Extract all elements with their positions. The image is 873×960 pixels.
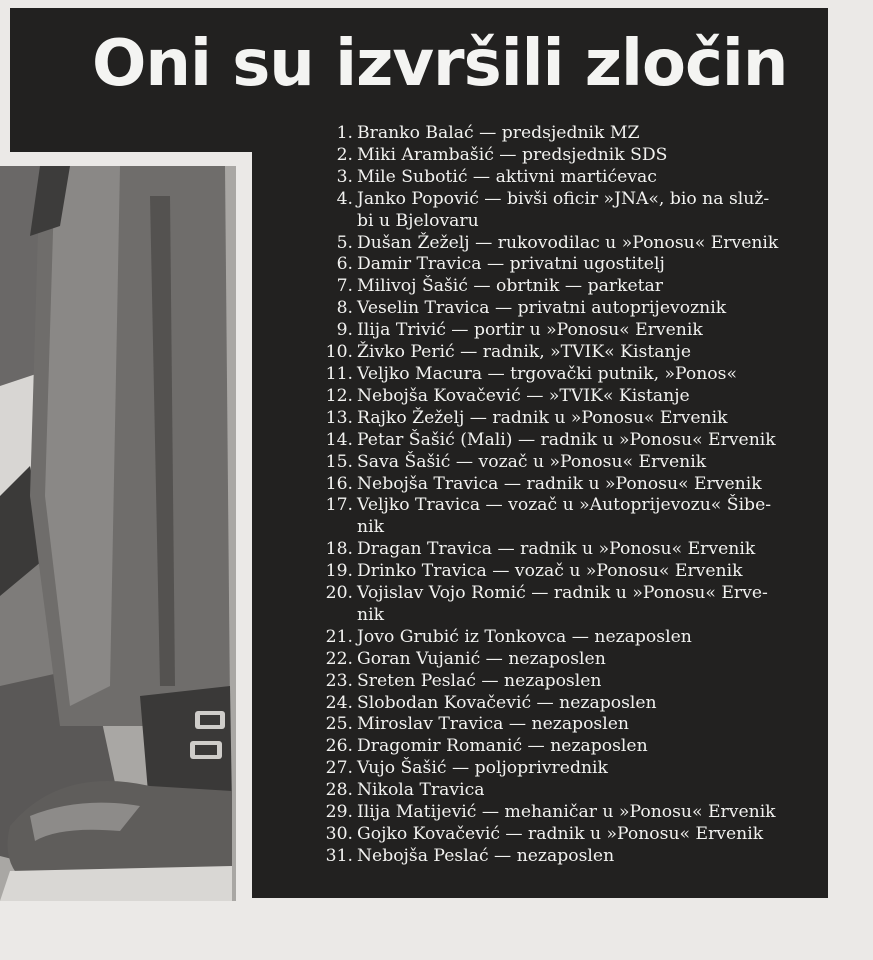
item-text: Sava Šašić — vozač u »Ponosu« Ervenik (357, 451, 707, 472)
list-item (325, 452, 820, 474)
item-text: Dragomir Romanić — nezaposlen (357, 736, 648, 757)
item-number: 2. (336, 144, 353, 165)
boots-photo-drawing (0, 166, 236, 901)
item-number: 26. (325, 736, 353, 757)
item-text: Živko Perić — radnik, »TVIK« Kistanje (357, 342, 692, 363)
item-text: Nikola Travica (357, 780, 485, 801)
list-item (325, 408, 820, 430)
list-item (325, 145, 820, 167)
list-item (325, 320, 820, 342)
list-item (325, 342, 820, 364)
item-number: 20. (325, 583, 353, 604)
item-text: Ilija Trivić — portir u »Ponosu« Ervenik (357, 320, 703, 341)
item-text: Petar Šašić (Mali) — radnik u »Ponosu« Ervenik (357, 429, 776, 450)
item-number: 23. (325, 670, 353, 691)
list-item (325, 430, 820, 452)
item-number: 10. (325, 342, 353, 363)
item-text-continued: nik (357, 604, 384, 625)
item-number: 29. (325, 802, 353, 823)
item-number: 9. (336, 320, 353, 341)
item-text: Veljko Macura — trgovački putnik, »Ponos« (357, 363, 737, 384)
list-item (325, 693, 820, 715)
item-text: Slobodan Kovačević — nezaposlen (357, 692, 657, 713)
item-text: Rajko Žeželj — radnik u »Ponosu« Ervenik (357, 407, 728, 428)
item-text: Gojko Kovačević — radnik u »Ponosu« Ervenik (357, 824, 764, 844)
list-item (325, 539, 820, 561)
item-text: Damir Travica — privatni ugostitelj (357, 254, 665, 275)
list-item (325, 189, 820, 233)
list-item (325, 474, 820, 496)
item-number: 16. (325, 473, 353, 494)
item-text: Vojislav Vojo Romić — radnik u »Ponosu« Erve- (357, 583, 768, 604)
item-number: 15. (325, 451, 353, 472)
item-number: 14. (325, 429, 353, 450)
item-text: Miki Arambašić — predsjednik SDS (357, 144, 668, 165)
item-number: 12. (325, 385, 353, 406)
item-text: Dušan Žeželj — rukovodilac u »Ponosu« Ervenik (357, 232, 779, 253)
item-text: Jovo Grubić iz Tonkovca — nezaposlen (357, 626, 692, 647)
list-item (325, 233, 820, 255)
item-text: Dragan Travica — radnik u »Ponosu« Ervenik (357, 539, 756, 560)
list-item (325, 254, 820, 276)
list-item (325, 583, 820, 627)
list-item (325, 386, 820, 408)
item-number: 4. (336, 188, 353, 209)
item-number: 11. (325, 363, 353, 384)
list-item (325, 123, 820, 145)
item-text: Branko Balać — predsjednik MZ (357, 123, 640, 143)
item-number: 25. (325, 714, 353, 735)
item-number: 3. (336, 166, 353, 187)
item-text: Mile Subotić — aktivni martićevac (357, 166, 657, 187)
item-number: 28. (325, 780, 353, 801)
item-text: Veselin Travica — privatni autoprijevoznik (357, 298, 727, 319)
list-item (325, 364, 820, 386)
item-text: Ilija Matijević — mehaničar u »Ponosu« Ervenik (357, 802, 776, 823)
item-number: 19. (325, 561, 353, 582)
list-item (325, 495, 820, 539)
item-number: 6. (336, 254, 353, 275)
item-number: 30. (325, 824, 353, 844)
item-number: 24. (325, 692, 353, 713)
list-item (325, 736, 820, 758)
item-text: Nebojša Peslać — nezaposlen (357, 845, 615, 866)
list-item (325, 824, 820, 846)
list-item (325, 167, 820, 189)
perpetrators-list (325, 123, 820, 868)
item-text: Milivoj Šašić — obrtnik — parketar (357, 276, 664, 297)
item-text: Vujo Šašić — poljoprivrednik (357, 758, 608, 779)
item-text: Nebojša Kovačević — »TVIK« Kistanje (357, 385, 690, 406)
item-text: Janko Popović — bivši oficir »JNA«, bio na služ- (357, 188, 770, 209)
list-item (325, 671, 820, 693)
item-text: Veljko Travica — vozač u »Autoprijevozu« Šibe- (357, 495, 772, 516)
item-number: 27. (325, 758, 353, 779)
list-item (325, 758, 820, 780)
list-item (325, 714, 820, 736)
article-title: Oni su izvršili zločin (92, 27, 788, 101)
item-text: Sreten Peslać — nezaposlen (357, 670, 602, 691)
item-number: 13. (325, 407, 353, 428)
item-number: 5. (336, 232, 353, 253)
item-number: 1. (336, 123, 353, 143)
item-text: Miroslav Travica — nezaposlen (357, 714, 629, 735)
list-item (325, 561, 820, 583)
item-number: 7. (336, 276, 353, 297)
item-text: Drinko Travica — vozač u »Ponosu« Ervenik (357, 561, 743, 582)
list-item (325, 298, 820, 320)
list-item (325, 627, 820, 649)
item-text: Nebojša Travica — radnik u »Ponosu« Ervenik (357, 473, 762, 494)
item-text-continued: nik (357, 517, 384, 538)
item-number: 8. (336, 298, 353, 319)
list-item (325, 780, 820, 802)
list-item (325, 649, 820, 671)
item-text-continued: bi u Bjelovaru (357, 210, 479, 231)
item-number: 31. (325, 845, 353, 866)
boots-photo (0, 166, 236, 901)
item-number: 21. (325, 626, 353, 647)
item-number: 22. (325, 648, 353, 669)
list-item (325, 802, 820, 824)
item-number: 17. (325, 495, 353, 516)
list-item (325, 846, 820, 868)
item-number: 18. (325, 539, 353, 560)
list-item (325, 276, 820, 298)
item-text: Goran Vujanić — nezaposlen (357, 648, 606, 669)
